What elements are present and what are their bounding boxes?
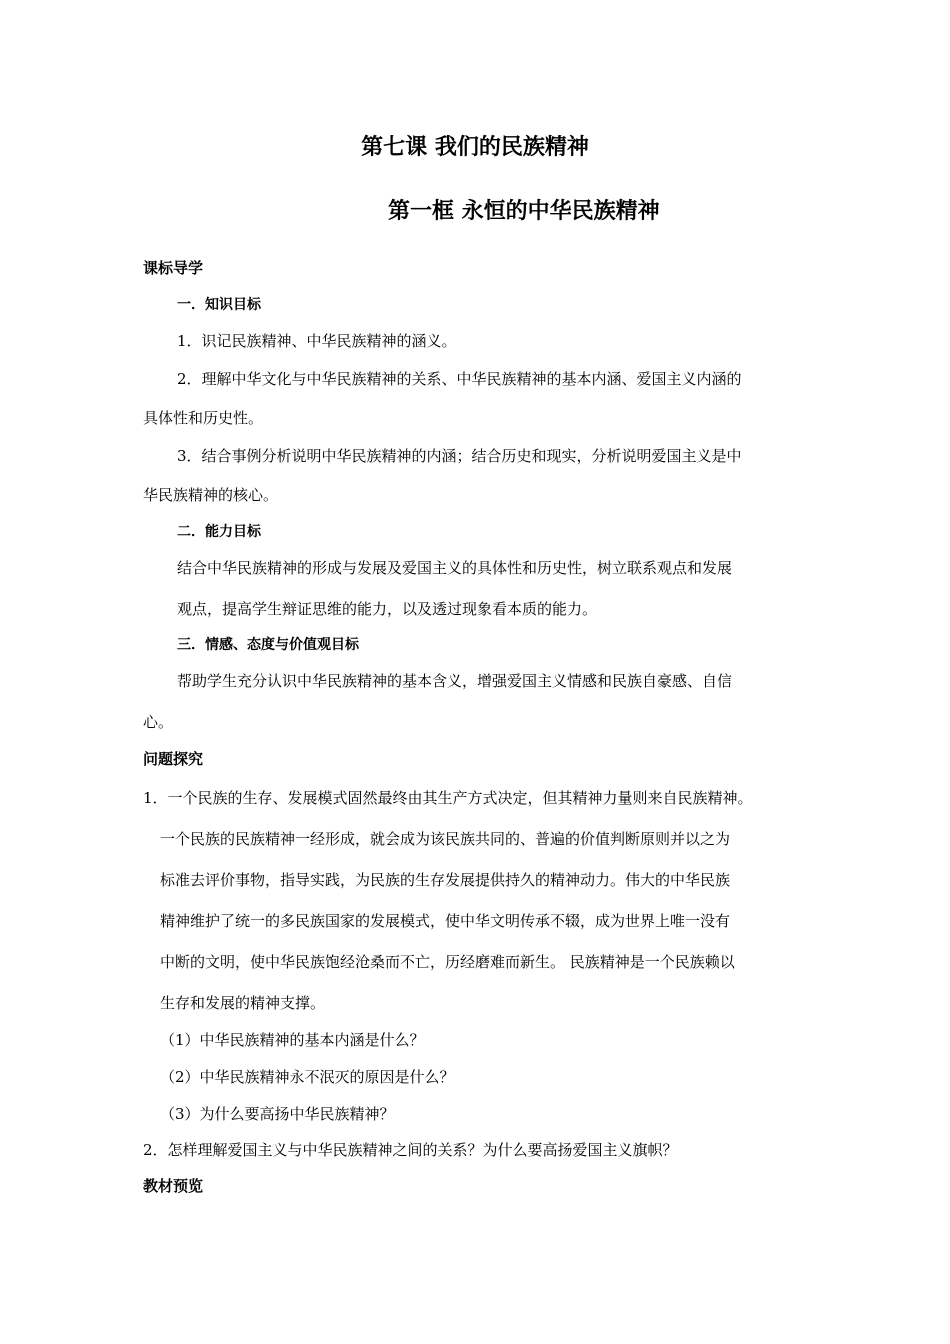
knowledge-item-2-line-2: 具体性和历史性。 xyxy=(143,409,264,427)
emotion-text-line-1: 帮助学生充分认识中华民族精神的基本含义，增强爱国主义情感和民族自豪感、自信 xyxy=(177,672,733,690)
question-1-line-2: 一个民族的民族精神一经形成，就会成为该民族共同的、普遍的价值判断原则并以之为 xyxy=(160,830,731,848)
section-heading-inquiry: 问题探究 xyxy=(143,750,204,768)
sub-question-1: （1）中华民族精神的基本内涵是什么？ xyxy=(160,1031,425,1049)
section-heading-guide: 课标导学 xyxy=(143,259,204,277)
knowledge-goal-heading: 一．知识目标 xyxy=(177,297,261,313)
question-1-line-1: 1．一个民族的生存、发展模式固然最终由其生产方式决定，但其精神力量则来自民族精神。 xyxy=(143,789,753,807)
question-1-line-5: 中断的文明，使中华民族饱经沧桑而不亡，历经磨难而新生。 民族精神是一个民族赖以 xyxy=(160,953,735,971)
ability-goal-heading: 二．能力目标 xyxy=(177,524,261,540)
section-heading-preview: 教材预览 xyxy=(143,1177,204,1195)
question-1-line-3: 标准去评价事物，指导实践，为民族的生存发展提供持久的精神动力。伟大的中华民族 xyxy=(160,871,731,889)
lesson-title: 第七课 我们的民族精神 xyxy=(361,135,589,160)
knowledge-item-3-line-1: 3．结合事例分析说明中华民族精神的内涵；结合历史和现实，分析说明爱国主义是中 xyxy=(177,447,742,465)
question-1-line-4: 精神维护了统一的多民族国家的发展模式，使中华文明传承不辍，成为世界上唯一没有 xyxy=(160,912,731,930)
emotion-goal-heading: 三．情感、态度与价值观目标 xyxy=(177,637,359,653)
knowledge-item-1: 1．识记民族精神、中华民族精神的涵义。 xyxy=(177,332,457,350)
frame-title: 第一框 永恒的中华民族精神 xyxy=(388,199,660,224)
sub-question-3: （3）为什么要高扬中华民族精神？ xyxy=(160,1105,395,1123)
knowledge-item-3-line-2: 华民族精神的核心。 xyxy=(143,486,279,504)
question-1-line-6: 生存和发展的精神支撑。 xyxy=(160,994,326,1012)
emotion-text-line-2: 心。 xyxy=(143,713,174,731)
knowledge-item-2-line-1: 2．理解中华文化与中华民族精神的关系、中华民族精神的基本内涵、爱国主义内涵的 xyxy=(177,370,742,388)
ability-text-line-1: 结合中华民族精神的形成与发展及爱国主义的具体性和历史性，树立联系观点和发展 xyxy=(177,559,733,577)
ability-text-line-2: 观点，提高学生辩证思维的能力，以及透过现象看本质的能力。 xyxy=(177,600,598,618)
question-2: 2．怎样理解爱国主义与中华民族精神之间的关系？为什么要高扬爱国主义旗帜？ xyxy=(143,1141,678,1159)
sub-question-2: （2）中华民族精神永不泯灭的原因是什么？ xyxy=(160,1068,455,1086)
